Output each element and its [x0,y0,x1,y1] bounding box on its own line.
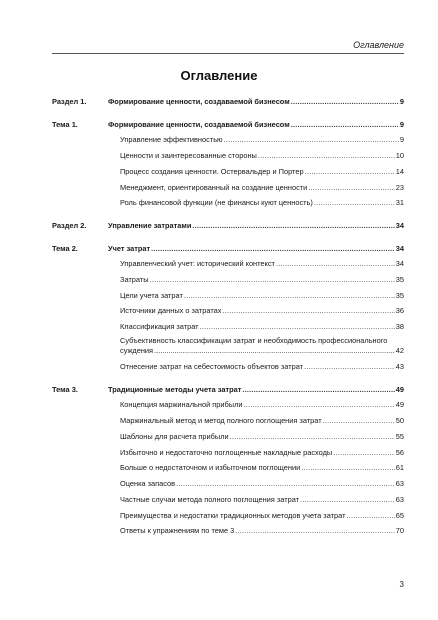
leader-dots [224,135,399,144]
toc-entry-text: Избыточно и недостаточно поглощенные накладные расходы [120,448,333,457]
toc-item[interactable] [52,322,404,331]
toc-item[interactable] [52,400,404,409]
toc-section-1[interactable] [52,97,404,106]
toc-page-number: 38 [395,322,404,331]
leader-dots [154,346,395,356]
toc-page-number: 23 [395,183,404,192]
toc-item[interactable] [120,336,404,356]
toc-item[interactable] [52,198,404,207]
leader-dots [150,275,395,284]
toc-entry-text: Управление эффективностью [120,135,223,144]
toc-page-number: 31 [395,198,404,207]
toc-entry-text: Менеджмент, ориентированный на создание ценности [120,183,308,192]
toc-page-number: 61 [395,463,404,472]
toc-page-number: 63 [395,495,404,504]
toc-page-number: 34 [395,244,404,253]
leader-dots [323,416,395,425]
toc-item[interactable] [52,463,404,472]
toc-label: Тема 2. [52,244,78,253]
toc-entry-text: Управление затратами [108,221,192,230]
leader-dots [300,495,395,504]
toc-page-number: 35 [395,275,404,284]
toc-page-number: 34 [395,221,404,230]
toc-page-number: 35 [395,291,404,300]
leader-dots [304,362,395,371]
toc-page-number: 56 [395,448,404,457]
toc-item[interactable] [52,511,404,520]
toc-entry-text: Преимущества и недостатки традиционных методов учета затрат [120,511,346,520]
toc-page-number: 65 [395,511,404,520]
toc-section-2[interactable] [52,221,404,230]
toc-page-number: 55 [395,432,404,441]
toc-entry-text: Классификация затрат [120,322,199,331]
leader-dots [192,221,394,230]
toc-page-number: 34 [395,259,404,268]
toc-item[interactable] [52,362,404,371]
toc-entry-text: Маржинальный метод и метод полного поглощения затрат [120,416,322,425]
toc-item[interactable] [52,167,404,176]
toc-entry-text: Больше о недостаточном и избыточном поглощении [120,463,301,472]
leader-dots [291,120,399,129]
leader-dots [176,479,395,488]
leader-dots [346,511,394,520]
toc-page-number: 9 [399,97,404,106]
toc-item[interactable] [52,479,404,488]
toc-label: Раздел 1. [52,97,87,106]
toc-topic-3[interactable] [52,385,404,394]
leader-dots [308,183,394,192]
toc-entry-text: Учет затрат [108,244,151,253]
toc-item[interactable] [52,275,404,284]
toc-item[interactable] [52,495,404,504]
toc-topic-1[interactable] [52,120,404,129]
toc-item[interactable] [52,448,404,457]
leader-dots [333,448,395,457]
toc-item[interactable] [52,135,404,144]
leader-dots [305,167,395,176]
leader-dots [200,322,395,331]
toc-label: Тема 1. [52,120,78,129]
leader-dots [151,244,395,253]
toc-entry-text: Традиционные методы учета затрат [108,385,242,394]
leader-dots [301,463,395,472]
toc-page-number: 43 [395,362,404,371]
leader-dots [222,306,394,315]
toc-entry-text: Формирование ценности, создаваемой бизнесом [108,120,290,129]
running-header [52,40,404,54]
leader-dots [291,97,399,106]
leader-dots [244,400,395,409]
running-header-title: Оглавление [353,40,404,50]
toc-item[interactable] [52,432,404,441]
toc-page-number: 9 [399,135,404,144]
toc-entry-text: Ценности и заинтересованные стороны [120,151,257,160]
toc-item[interactable] [52,259,404,268]
toc-entry-text-cont: суждения [120,346,154,355]
toc-item[interactable] [52,526,404,535]
toc-page-number: 36 [395,306,404,315]
toc-page-number: 10 [395,151,404,160]
toc-label: Раздел 2. [52,221,87,230]
leader-dots [184,291,395,300]
toc-entry-text: Формирование ценности, создаваемой бизнесом [108,97,290,106]
toc-page-number: 49 [395,400,404,409]
toc-item[interactable] [52,291,404,300]
toc-entry-text: Шаблоны для расчета прибыли [120,432,229,441]
leader-dots [230,432,395,441]
toc-entry-text: Источники данных о затратах [120,306,222,315]
toc-entry-text: Субъективность классификации затрат и необходимость профессионального [120,336,388,345]
toc-label: Тема 3. [52,385,78,394]
toc-entry-text: Частные случаи метода полного поглощения затрат [120,495,300,504]
toc-entry-text: Ответы к упражнениям по теме 3 [120,526,235,535]
toc-entry-text: Цели учета затрат [120,291,183,300]
toc-page-number: 70 [395,526,404,535]
leader-dots [314,198,395,207]
toc-entry-text: Оценка запасов [120,479,176,488]
toc-topic-2[interactable] [52,244,404,253]
toc-page-number: 14 [395,167,404,176]
leader-dots [235,526,395,535]
leader-dots [258,151,395,160]
toc-item[interactable] [52,416,404,425]
toc-page-number: 50 [395,416,404,425]
toc-page-number: 42 [395,346,404,355]
toc-entry-text: Затраты [120,275,149,284]
toc-page-number: 63 [395,479,404,488]
page-title: Оглавление [180,68,258,83]
toc-item[interactable] [52,306,404,315]
leader-dots [276,259,395,268]
toc-item[interactable] [52,151,404,160]
toc-page-number: 9 [399,120,404,129]
toc-page-number: 49 [395,385,404,394]
toc-entry-text: Процесс создания ценности. Остервальдер и Портер [120,167,304,176]
toc-entry-text: Концепция маржинальной прибыли [120,400,243,409]
leader-dots [242,385,394,394]
toc-entry-text: Управленческий учет: исторический контекст [120,259,275,268]
toc-entry-text: Отнесение затрат на себестоимость объектов затрат [120,362,304,371]
page-number: 3 [399,580,404,589]
toc-item[interactable] [52,183,404,192]
toc-entry-text: Роль финансовой функции (не финансы куют ценность) [120,198,313,207]
